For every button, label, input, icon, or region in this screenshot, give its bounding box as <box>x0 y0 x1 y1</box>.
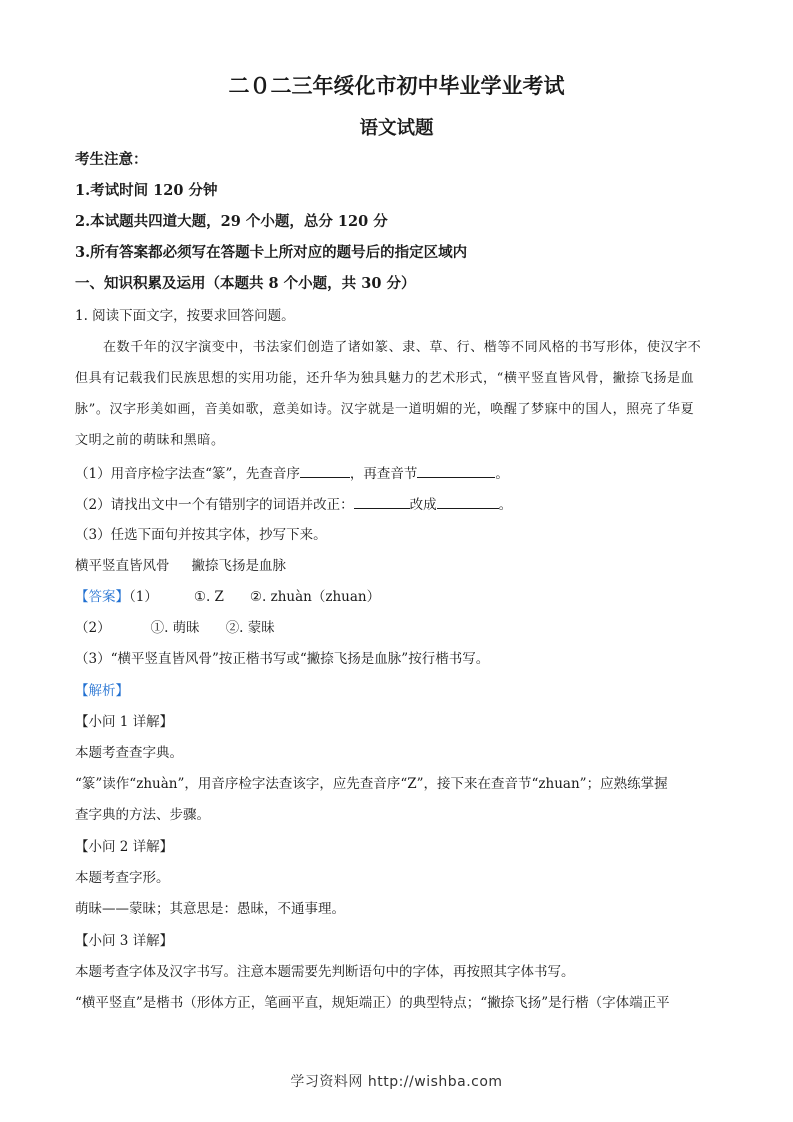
analysis-tag: 【解析】 <box>75 683 129 699</box>
notice-item-1: 1.考试时间 120 分钟 <box>75 182 218 199</box>
section-1-heading: 一、知识积累及运用（本题共 8 个小题，共 30 分） <box>75 275 416 292</box>
subquestion-1-text-a: （1）用音序检字法查“篆”，先查音序 <box>75 466 300 482</box>
copy-sentence-1: 横平竖直皆风骨 <box>75 558 170 574</box>
passage-line-1: 在数千年的汉字演变中，书法家们创造了诸如篆、隶、草、行、楷等不同风格的书写形体，使汉字不 <box>103 340 702 355</box>
answer-1-part-1: ①. Z <box>193 589 224 605</box>
copy-sentences <box>75 557 286 575</box>
passage-line-2: 但具有记载我们民族思想的实用功能，还升华为独具魅力的艺术形式，“横平竖直皆风骨，撇捺飞扬是血 <box>75 371 695 386</box>
answer-2-prefix: （2） <box>75 620 111 636</box>
analysis-sub-3-title: 【小问 3 详解】 <box>75 933 174 949</box>
analysis-sub-1-line-1: 本题考查查字典。 <box>75 745 183 761</box>
notice-item-2: 2.本试题共四道大题，29 个小题，总分 120 分 <box>75 213 388 230</box>
answer-blank-correction[interactable] <box>437 495 499 509</box>
subquestion-3: （3）任选下面句并按其字体，抄写下来。 <box>75 527 327 543</box>
answer-blank-wrong-word[interactable] <box>354 495 410 509</box>
question-1-stem: 1. 阅读下面文字，按要求回答问题。 <box>75 308 295 324</box>
subquestion-2-text-b: 改成 <box>409 497 437 513</box>
answer-blank-yinjie[interactable] <box>417 464 495 478</box>
analysis-sub-2-title: 【小问 2 详解】 <box>75 839 174 855</box>
subquestion-2-text-a: （2）请找出文中一个有错别字的词语并改正： <box>75 497 354 513</box>
subquestion-1-text-c: 。 <box>495 466 509 482</box>
copy-sentence-2: 撇捺飞扬是血脉 <box>191 558 286 574</box>
answer-line-2 <box>75 619 275 637</box>
subquestion-1-text-b: ，再查音节 <box>349 466 418 482</box>
answer-2-part-2: ②. 蒙昧 <box>225 620 275 636</box>
subquestion-1 <box>75 464 509 483</box>
passage-line-4: 文明之前的萌昧和黑暗。 <box>75 433 225 448</box>
analysis-sub-1-title: 【小问 1 详解】 <box>75 714 174 730</box>
footer-watermark: 学习资料网 http://wishba.com <box>290 1074 503 1090</box>
analysis-sub-3-line-2: “横平竖直”是楷书（形体方正，笔画平直，规矩端正）的典型特点；“撇捺飞扬”是行楷（字体端正平 <box>75 995 670 1011</box>
analysis-sub-2-line-1: 本题考查字形。 <box>75 870 170 886</box>
answer-1-part-2: ②. zhuàn（zhuan） <box>249 589 381 605</box>
answer-tag: 【答案】 <box>75 589 129 605</box>
exam-subtitle: 语文试题 <box>359 118 434 139</box>
passage-line-3: 脉”。汉字形美如画，音美如歌，意美如诗。汉字就是一道明媚的光，唤醒了梦寐中的国人，照亮了华夏 <box>75 402 695 417</box>
analysis-sub-2-line-2: 萌昧——蒙昧；其意思是：愚昧，不通事理。 <box>75 901 345 917</box>
answer-line-1 <box>75 588 380 606</box>
notice-item-3: 3.所有答案都必须写在答题卡上所对应的题号后的指定区域内 <box>75 244 468 261</box>
analysis-sub-1-line-2: “篆”读作“zhuàn”，用音序检字法查该字，应先查音序“Z”，接下来在查音节“zhuan”；应熟练掌握 <box>75 776 668 792</box>
analysis-sub-3-line-1: 本题考查字体及汉字书写。注意本题需要先判断语句中的字体，再按照其字体书写。 <box>75 964 575 980</box>
subquestion-2 <box>75 495 512 514</box>
answer-line-3: （3）“横平竖直皆风骨”按正楷书写或“撇捺飞扬是血脉”按行楷书写。 <box>75 651 490 667</box>
answer-1-prefix: （1） <box>129 589 158 605</box>
subquestion-2-text-c: 。 <box>498 497 513 513</box>
exam-title: 二０二三年绥化市初中毕业学业考试 <box>228 73 565 98</box>
analysis-sub-1-line-3: 查字典的方法、步骤。 <box>75 807 210 823</box>
answer-blank-yinxu[interactable] <box>300 464 350 478</box>
answer-2-part-1: ①. 萌昧 <box>150 620 200 636</box>
notice-heading: 考生注意： <box>75 151 148 168</box>
